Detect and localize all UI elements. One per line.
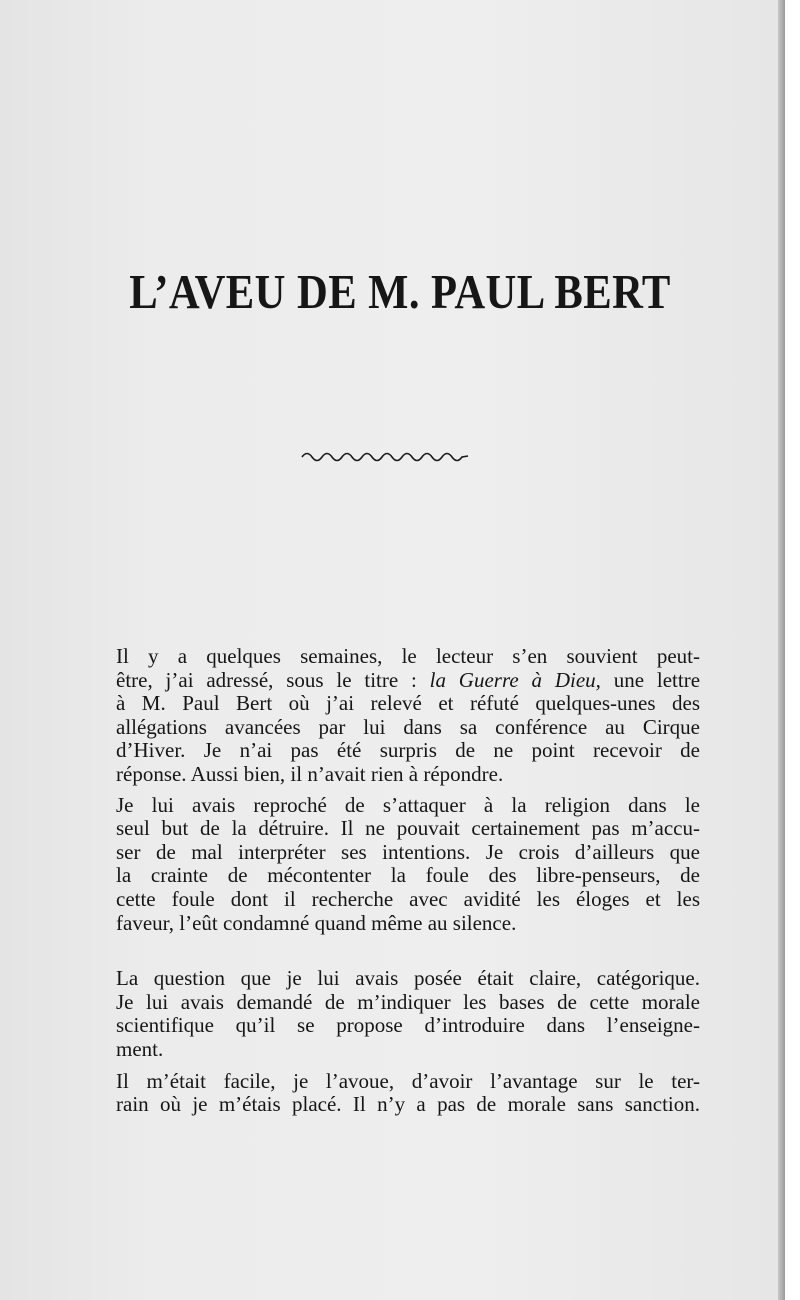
- chapter-title: L’AVEU DE M. PAUL BERT: [129, 264, 671, 319]
- paragraph-4: [116, 1070, 700, 1117]
- paragraph-1: [116, 645, 700, 787]
- text-line: Il y a quelques semaines, le lecteur s’en souvient peut-: [116, 644, 700, 668]
- paragraph-3: [116, 967, 700, 1061]
- text-line: seul but de la détruire. Il ne pouvait certainement pas m’accu-: [116, 816, 700, 841]
- ornament-divider-icon: [300, 448, 470, 464]
- text-line: La question que je lui avais posée était claire, catégorique.: [116, 966, 700, 991]
- text-line: rain où je m’étais placé. Il n’y a pas de morale sans sanction.: [116, 1092, 700, 1117]
- text-line: cette foule dont il recherche avec avidité les éloges et les: [116, 886, 700, 911]
- text-line: réponse. Aussi bien, il n’avait rien à répondre.: [116, 761, 504, 786]
- italic-title: la Guerre à Dieu,: [429, 667, 601, 692]
- text-line: ser de mal interpréter ses intentions. Je crois d’ailleurs que: [116, 839, 700, 864]
- page-edge: [778, 0, 785, 1300]
- text-line: Je lui avais demandé de m’indiquer les bases de cette morale: [116, 989, 700, 1014]
- text-fragment: une lettre: [613, 667, 701, 692]
- text-line: scientifique qu’il se propose d’introduire dans l’enseigne-: [116, 1013, 700, 1038]
- body-text: [116, 645, 700, 1117]
- text-fragment: être, j’ai adressé, sous le titre :: [116, 667, 417, 692]
- text-line: ment.: [116, 1036, 164, 1061]
- text-line: Il m’était facile, je l’avoue, d’avoir l’avantage sur le ter-: [116, 1068, 700, 1093]
- paragraph-2: [116, 794, 700, 936]
- text-line: faveur, l’eût condamné quand même au silence.: [116, 910, 517, 935]
- text-line: à M. Paul Bert où j’ai relevé et réfuté quelques-unes des: [116, 691, 700, 716]
- text-line: d’Hiver. Je n’ai pas été surpris de ne point recevoir de: [116, 738, 700, 763]
- text-line: Je lui avais reproché de s’attaquer à la religion dans le: [116, 792, 700, 817]
- text-line: allégations avancées par lui dans sa conférence au Cirque: [116, 714, 700, 739]
- text-line: la crainte de mécontenter la foule des libre-penseurs, de: [116, 863, 700, 888]
- text-line: [116, 669, 700, 693]
